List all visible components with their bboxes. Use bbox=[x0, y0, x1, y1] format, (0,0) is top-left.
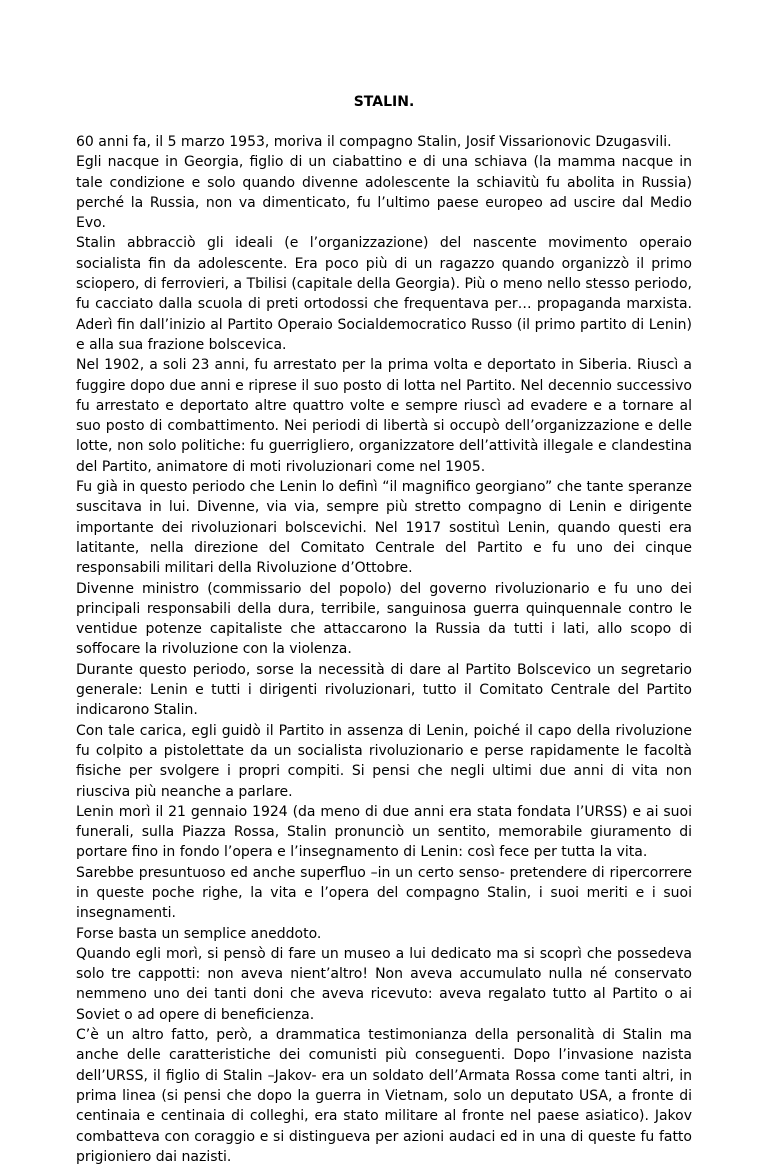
paragraph: Divenne ministro (commissario del popolo) del governo rivoluzionario e fu uno dei principali responsabili della dura, terribile, sanguinosa guerra quinquennale contro le ventidue potenze capitaliste che attaccarono la Russia da tutti i lati, allo scopo di soffocare la rivoluzione con la violenza. bbox=[76, 580, 692, 658]
paragraph: Nel 1902, a soli 23 anni, fu arrestato per la prima volta e deportato in Siberia. Riuscì a fuggire dopo due anni e riprese il suo posto di lotta nel Partito. Nel decennio successivo fu arrestato e deportato altre quattro volte e sempre riuscì ad evadere e a tornare al suo posto di combattimento. Nei periodi di libertà si occupò dell’organizzazione e delle lotte, non solo politiche: fu guerrigliero, organizzatore dell’attività illegale e clandestina del Partito, animatore di moti rivoluzionari come nel 1905. bbox=[76, 357, 692, 475]
paragraph: Con tale carica, egli guidò il Partito in assenza di Lenin, poiché il capo della rivoluzione fu colpito a pistolettate da un socialista rivoluzionario e perse rapidamente le facoltà fisiche per svolgere i propri compiti. Si pensi che negli ultimi due anni di vita non riusciva più neanche a parlare. bbox=[76, 722, 692, 800]
paragraph: C’è un altro fatto, però, a drammatica testimonianza della personalità di Stalin ma anche delle caratteristiche dei comunisti più conseguenti. Dopo l’invasione nazista dell’URSS, il figlio di Stalin –Jakov- era un soldato dell’Armata Rossa come tanti altri, in prima linea (si pensi che dopo la guerra in Vietnam, solo un deputato USA, a fronte di centinaia e centinaia di colleghi, era stato militare al fronte nel paese asiatico). Jakov combatteva con coraggio e si distingueva per azioni audaci ed in una di queste fu fatto prigioniero dai nazisti. bbox=[76, 1027, 692, 1165]
paragraph: Sarebbe presuntuoso ed anche superfluo –in un certo senso- pretendere di ripercorrere in queste poche righe, la vita e l’opera del compagno Stalin, i suoi meriti e i suoi insegnamenti. bbox=[76, 864, 692, 922]
paragraph: Fu già in questo periodo che Lenin lo definì “il magnifico georgiano” che tante speranze suscitava in lui. Divenne, via via, sempre più stretto compagno di Lenin e dirigente importante dei rivoluzionari bolscevichi. Nel 1917 sostituì Lenin, quando questi era latitante, nella direzione del Comitato Centrale del Partito e fu uno dei cinque responsabili militari della Rivoluzione d’Ottobre. bbox=[76, 479, 692, 577]
paragraph: Lenin morì il 21 gennaio 1924 (da meno di due anni era stata fondata l’URSS) e ai suoi funerali, sulla Piazza Rossa, Stalin pronunciò un sentito, memorabile giuramento di portare fino in fondo l’opera e l’insegnamento di Lenin: così fece per tutta la vita. bbox=[76, 803, 692, 861]
paragraph: Egli nacque in Georgia, figlio di un ciabattino e di una schiava (la mamma nacque in tale condizione e solo quando divenne adolescente la schiavitù fu abolita in Russia) perché la Russia, non va dimenticato, fu l’ultimo paese europeo ad uscire dal Medio Evo. bbox=[76, 154, 692, 232]
paragraph: Durante questo periodo, sorse la necessità di dare al Partito Bolscevico un segretario generale: Lenin e tutti i dirigenti rivoluzionari, tutto il Comitato Centrale del Partito indicarono Stalin. bbox=[76, 661, 692, 719]
paragraph: Quando egli morì, si pensò di fare un museo a lui dedicato ma si scoprì che possedeva solo tre cappotti: non aveva nient’altro! Non aveva accumulato nulla né conservato nemmeno uno dei tanti doni che aveva ricevuto: aveva regalato tutto al Partito o ai Soviet o ad opere di beneficienza. bbox=[76, 945, 692, 1023]
paragraph: 60 anni fa, il 5 marzo 1953, moriva il compagno Stalin, Josif Vissarionovic Dzugasvili. bbox=[76, 134, 672, 150]
document-title: STALIN. bbox=[353, 94, 415, 110]
paragraph: Stalin abbracciò gli ideali (e l’organizzazione) del nascente movimento operaio socialista fin da adolescente. Era poco più di un ragazzo quando organizzò il primo sciopero, di ferrovieri, a Tbilisi (capitale della Georgia). Più o meno nello stesso periodo, fu cacciato dalla scuola di preti ortodossi che frequentava per… propaganda marxista. Aderì fin dall’inizio al Partito Operaio Socialdemocratico Russo (il primo partito di Lenin) e alla sua frazione bolscevica. bbox=[76, 235, 692, 353]
paragraph: Forse basta un semplice aneddoto. bbox=[76, 925, 322, 942]
document-page bbox=[76, 92, 692, 1167]
